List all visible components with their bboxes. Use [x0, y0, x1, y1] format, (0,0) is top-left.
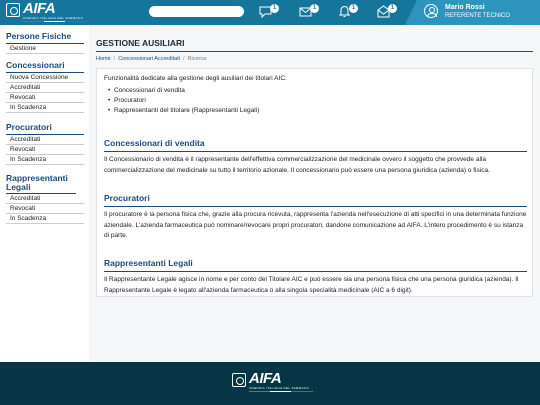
sidebar-item-concessionari-in-scadenza[interactable]: In Scadenza	[6, 103, 84, 113]
search-input[interactable]	[149, 6, 244, 17]
logo-stripe	[249, 391, 313, 392]
section-title-procuratori: Procuratori	[104, 193, 150, 203]
sidebar-item-nuova-concessione[interactable]: Nuova Concessione	[6, 73, 84, 83]
footer-logo-subtitle: AGENZIA ITALIANA DEL FARMACO	[249, 386, 310, 390]
list-item: • Concessionari di vendita	[114, 86, 259, 96]
footer-aifa-logo[interactable]	[232, 370, 312, 394]
user-name: Mario Rossi	[445, 4, 485, 11]
section-divider	[104, 206, 527, 207]
sidebar-group-procuratori	[6, 123, 84, 165]
messages-badge: 1	[388, 4, 397, 13]
aifa-emblem-icon	[232, 373, 246, 387]
aifa-emblem-icon	[6, 3, 20, 17]
sidebar	[0, 25, 89, 362]
aifa-logo[interactable]	[6, 2, 86, 23]
user-role: REFERENTE TECNICO	[445, 13, 510, 19]
sidebar-group-title: Concessionari	[6, 61, 84, 73]
sidebar-item-procuratori-in-scadenza[interactable]: In Scadenza	[6, 155, 84, 165]
sidebar-item-rappresentanti-in-scadenza[interactable]: In Scadenza	[6, 214, 84, 224]
breadcrumb-concessionari-accreditati[interactable]: Concessionari Accreditati	[118, 56, 180, 62]
sidebar-item-rappresentanti-accreditati[interactable]: Accreditati	[6, 194, 84, 204]
chat-button[interactable]	[259, 4, 281, 21]
footer	[0, 362, 540, 405]
sidebar-item-procuratori-revocati[interactable]: Revocati	[6, 145, 84, 155]
section-text-procuratori: Il procuratore è la persona fisica che, grazie alla procura ricevuta, rappresenta l'azienda nell'esecuzione di atti specifici in una determinata funzione aziendale. L'azienda farmaceutica può nominare/revocare propri procuratori, dandone comunicazione ad AIFA. L'intero procedimento è su istanza di parte.	[104, 211, 527, 239]
sidebar-group-persone-fisiche	[6, 32, 84, 54]
breadcrumb-separator: /	[182, 56, 185, 62]
breadcrumb-separator: /	[113, 56, 116, 62]
logo-text: AIFA	[23, 0, 56, 17]
sidebar-item-rappresentanti-revocati[interactable]: Revocati	[6, 204, 84, 214]
sidebar-item-concessionari-revocati[interactable]: Revocati	[6, 93, 84, 103]
title-divider	[96, 51, 533, 52]
notifications-button[interactable]	[338, 4, 360, 21]
top-header	[0, 0, 540, 25]
sidebar-group-title: Rappresentanti Legali	[6, 174, 76, 194]
section-title-concessionari: Concessionari di vendita	[104, 138, 205, 148]
sidebar-group-rappresentanti-legali	[6, 174, 84, 224]
messages-button[interactable]	[377, 4, 399, 21]
feature-list	[114, 86, 259, 116]
mail-badge: 1	[310, 4, 319, 13]
sidebar-item-procuratori-accreditati[interactable]: Accreditati	[6, 135, 84, 145]
breadcrumb	[96, 56, 206, 62]
notifications-badge: 1	[349, 4, 358, 13]
sidebar-group-title: Procuratori	[6, 123, 84, 135]
content-card	[96, 68, 533, 297]
logo-subtitle: AGENZIA ITALIANA DEL FARMACO	[23, 16, 84, 20]
footer-logo-text: AIFA	[249, 370, 282, 387]
intro-text: Funzionalità dedicate alla gestione degli ausiliari dei titolari AIC:	[104, 75, 287, 82]
sidebar-item-concessionari-accreditati[interactable]: Accreditati	[6, 83, 84, 93]
section-text-concessionari: Il Concessionario di vendita è il rappresentante dell'effettiva commercializzazione del medicinale ovvero il soggetto che provvede alla commercializzazione del medicinale su tutto il territorio azionale. Il concessionario può essere una persona giuridica (azienda) o fisica.	[104, 156, 490, 174]
list-item: • Rappresentanti del titolare (Rappresentanti Legali)	[114, 106, 259, 116]
section-divider	[104, 151, 527, 152]
list-item: • Procuratori	[114, 96, 259, 106]
sidebar-group-title: Persone Fisiche	[6, 32, 84, 44]
sidebar-item-gestione[interactable]: Gestione	[6, 44, 84, 54]
section-text-rappresentanti: Il Rappresentante Legale agisce in nome e per conto del Titolare AIC e può essere sia una persona fisica che una persona giuridica (azienda). Il Rappresentante Legale è legato all'azienda farmaceutica o alla singola specialità medicinale (AIC a 6 digit).	[104, 276, 519, 294]
section-divider	[104, 271, 527, 272]
breadcrumb-current: Ricerca	[187, 56, 207, 62]
logo-stripe	[23, 21, 87, 22]
user-avatar-icon[interactable]	[424, 4, 438, 18]
sidebar-group-concessionari	[6, 61, 84, 113]
page-title: GESTIONE AUSILIARI	[96, 38, 185, 48]
breadcrumb-home[interactable]: Home	[96, 56, 111, 62]
section-title-rappresentanti: Rappresentanti Legali	[104, 258, 193, 268]
chat-badge: 1	[270, 4, 279, 13]
mail-button[interactable]	[299, 4, 321, 21]
